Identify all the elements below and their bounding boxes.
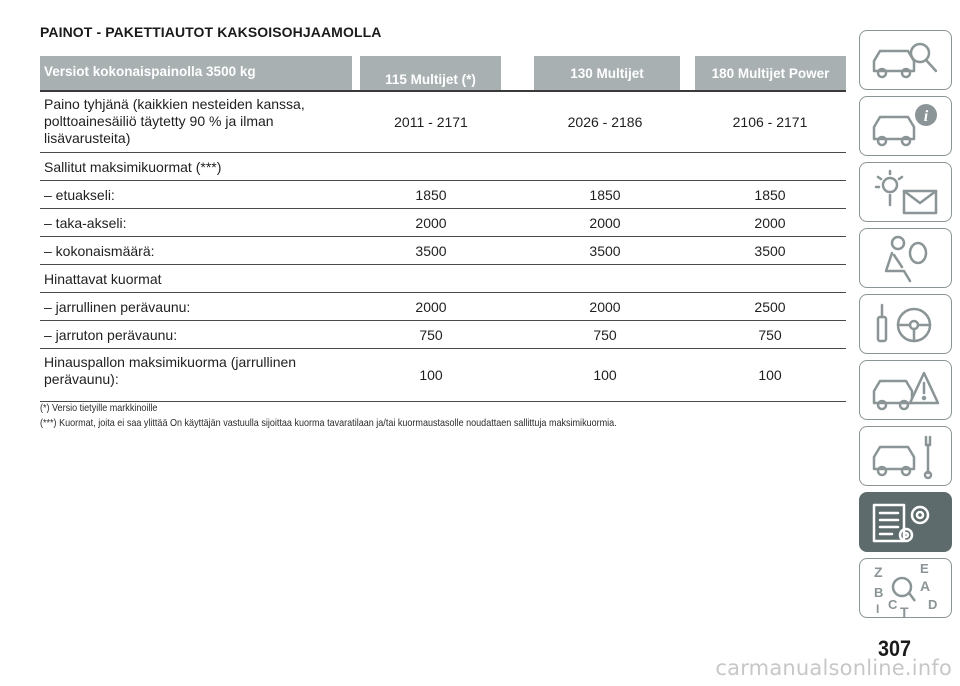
table-row	[40, 321, 846, 349]
row-label: – kokonaismäärä:	[44, 243, 155, 259]
row-label	[44, 354, 296, 388]
alphabetical-index-icon	[868, 561, 944, 617]
table-row	[40, 293, 846, 321]
index-letter: A	[920, 578, 931, 594]
header-versions: Versiot kokonaispainolla 3500 kg	[40, 56, 352, 90]
row-label: – jarrullinen perävaunu:	[44, 299, 191, 315]
index-letter: T	[900, 604, 909, 617]
cell-180: 2000	[754, 215, 786, 231]
car-search-icon	[868, 33, 944, 87]
weights-table	[40, 56, 846, 402]
cell-180: 750	[758, 327, 782, 343]
tab-technical-data[interactable]	[859, 492, 952, 552]
index-letter: C	[888, 597, 898, 612]
chapter-sidebar	[859, 30, 952, 624]
tab-car-info[interactable]	[859, 96, 952, 156]
car-service-wrench-icon	[868, 429, 944, 483]
tab-maintenance[interactable]	[859, 426, 952, 486]
header-130-multijet: 130 Multijet	[534, 56, 680, 90]
row-label-line: lisävarusteita)	[44, 130, 131, 146]
row-label	[44, 96, 305, 147]
index-letter: B	[874, 585, 884, 600]
table-header	[40, 56, 846, 90]
footnote: (***) Kuormat, joita ei saa ylittää On käyttäjän vastuulla sijoittaa kuorma tavaratilaan ja/tai kuormaustasolle noudattaen sallittuja maksimikuormia.	[40, 417, 617, 429]
row-label-line: Paino tyhjänä (kaikkien nesteiden kanssa,	[44, 96, 305, 112]
car-info-icon	[868, 99, 944, 153]
cell-115: 1850	[415, 187, 447, 203]
page-title: PAINOT - PAKETTIAUTOT KAKSOISOHJAAMOLLA	[40, 24, 382, 40]
key-steering-wheel-icon	[868, 297, 944, 351]
cell-115: 3500	[415, 243, 447, 259]
table-row	[40, 265, 846, 293]
index-letter: Z	[874, 564, 883, 580]
index-letter: D	[928, 597, 938, 612]
index-letter: I	[876, 602, 880, 616]
cell-130: 2000	[589, 299, 621, 315]
cell-115: 750	[419, 327, 443, 343]
row-label: – taka-akseli:	[44, 215, 127, 231]
warning-light-message-icon	[868, 165, 944, 219]
row-label-line: polttoainesäiliö täytetty 90 % ja ilman	[44, 113, 274, 129]
seat-airbag-icon	[868, 231, 944, 285]
cell-180: 3500	[754, 243, 786, 259]
page-number: 307	[878, 636, 912, 661]
tab-emergency[interactable]	[859, 360, 952, 420]
table-row	[40, 92, 846, 153]
cell-130: 100	[593, 367, 617, 383]
row-label-line: perävaunu):	[44, 371, 119, 387]
cell-180: 2106 - 2171	[732, 114, 808, 130]
tab-warning-lights[interactable]	[859, 162, 952, 222]
table-row	[40, 237, 846, 265]
car-accident-warning-icon	[868, 363, 944, 417]
row-label-line: Hinauspallon maksimikuorma (jarrullinen	[44, 354, 297, 370]
footnote: (*) Versio tietyille markkinoille	[40, 402, 158, 414]
table-row	[40, 181, 846, 209]
tab-index[interactable]	[859, 558, 952, 618]
cell-115: 100	[419, 367, 443, 383]
tab-starting-driving[interactable]	[859, 294, 952, 354]
cell-115: 2000	[415, 215, 447, 231]
cell-130: 2026 - 2186	[567, 114, 643, 130]
cell-130: 3500	[589, 243, 621, 259]
tab-safety[interactable]	[859, 228, 952, 288]
index-letter: E	[920, 561, 929, 576]
table-row	[40, 153, 846, 181]
cell-130: 1850	[589, 187, 621, 203]
svg-text:i: i	[923, 108, 929, 125]
row-label: Sallitut maksimikuormat (***)	[44, 159, 222, 175]
row-label: – jarruton perävaunu:	[44, 327, 178, 343]
cell-115: 2011 - 2171	[394, 114, 468, 130]
tab-getting-to-know-car[interactable]	[859, 30, 952, 90]
table-row	[40, 349, 846, 402]
cell-180: 100	[758, 367, 782, 383]
table-row	[40, 209, 846, 237]
row-label: Hinattavat kuormat	[44, 271, 162, 287]
footnotes	[40, 401, 711, 431]
header-180-multijet-power: 180 Multijet Power	[695, 56, 846, 90]
technical-data-gears-icon	[868, 495, 944, 549]
cell-115: 2000	[415, 299, 447, 315]
cell-130: 750	[593, 327, 617, 343]
cell-180: 1850	[754, 187, 786, 203]
watermark: carmanualsonline.info	[715, 656, 952, 680]
row-label: – etuakseli:	[44, 187, 115, 203]
cell-180: 2500	[754, 299, 786, 315]
cell-130: 2000	[589, 215, 621, 231]
header-115-multijet: 115 Multijet (*)	[360, 56, 501, 90]
